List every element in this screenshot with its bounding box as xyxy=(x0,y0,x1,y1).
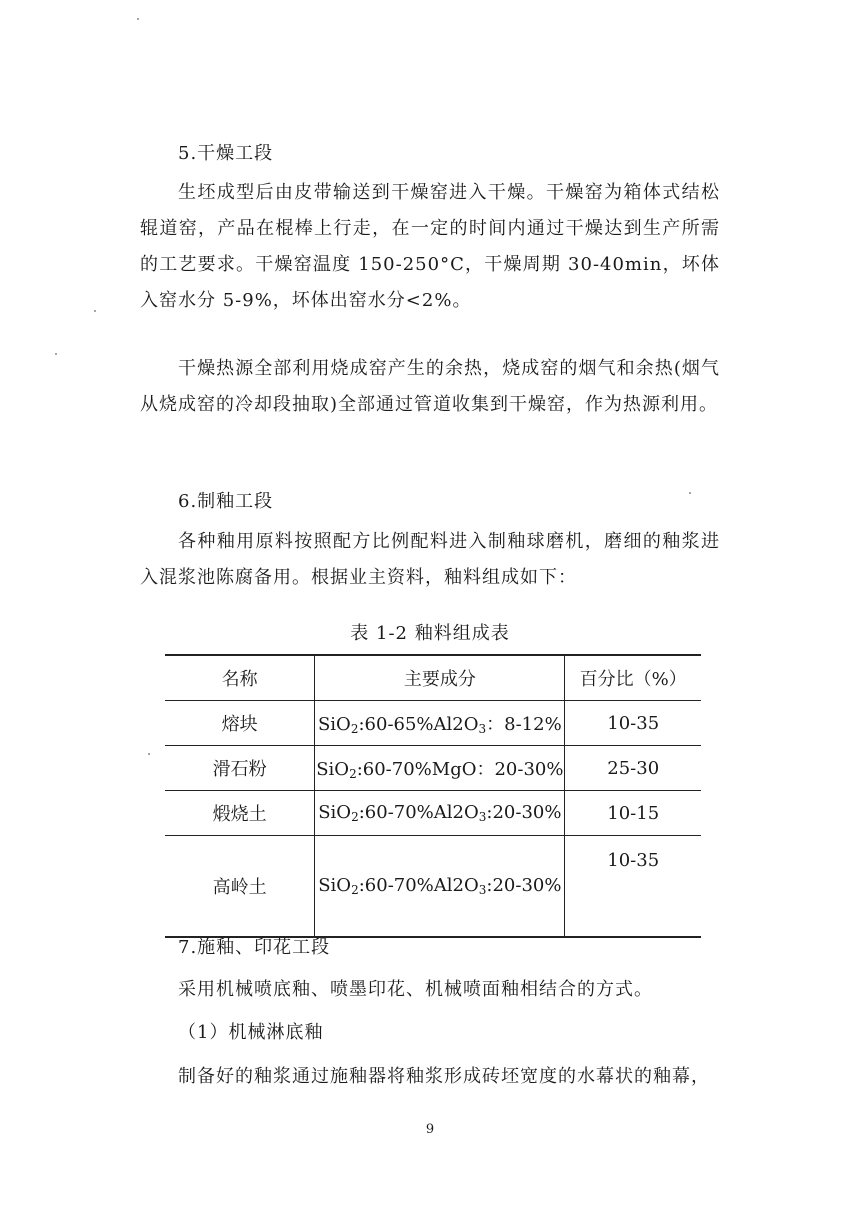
cell-composition: $SiO_2:60-70\%Al2O_3:20-30\%$ xyxy=(315,836,565,938)
scan-speck xyxy=(148,753,150,755)
cell-name: 滑石粉 xyxy=(165,746,315,791)
scan-speck xyxy=(94,310,96,312)
glaze-composition-table xyxy=(165,654,701,938)
table-header-row xyxy=(165,655,701,701)
header-name: 名称 xyxy=(165,655,315,701)
scan-speck xyxy=(55,353,57,355)
table-row xyxy=(165,746,701,791)
section-7-sub-heading: （1）机械淋底釉 xyxy=(178,1022,324,1043)
cell-name: 煅烧土 xyxy=(165,791,315,836)
table-row xyxy=(165,836,701,938)
table-row xyxy=(165,791,701,836)
section-5-paragraph-1: 生坯成型后由皮带输送到干燥窑进入干燥。干燥窑为箱体式结松辊道窑，产品在棍棒上行走，在一定的时间内通过干燥达到生产所需的工艺要求。干燥窑温度 150-250°C，干燥周期 30-40min，坏体入窑水分 5-9%，坏体出窑水分<2%。 xyxy=(140,182,720,311)
section-7-heading: 7.施釉、印花工段 xyxy=(178,937,331,958)
cell-name: 高岭土 xyxy=(165,836,315,938)
page-number: 9 xyxy=(425,1122,435,1137)
cell-percent: 10-15 xyxy=(565,791,701,836)
table-row xyxy=(165,701,701,746)
cell-percent: 10-35 xyxy=(565,701,701,746)
cell-composition: $SiO_2:60-65\%Al2O_3$：8-12% xyxy=(315,701,565,746)
scan-speck xyxy=(689,492,691,494)
cell-percent: 25-30 xyxy=(565,746,701,791)
section-6-paragraph-1: 各种釉用原料按照配方比例配料进入制釉球磨机，磨细的釉浆进入混浆池陈腐备用。根据业主资料，釉料组成如下： xyxy=(140,531,720,588)
cell-composition: SiO$_2$:60-70%MgO：20-30% xyxy=(315,746,565,791)
section-6-heading: 6.制釉工段 xyxy=(178,491,274,512)
cell-name: 熔块 xyxy=(165,701,315,746)
section-7-line-1: 采用机械喷底釉、喷墨印花、机械喷面釉相结合的方式。 xyxy=(178,979,653,1000)
table-caption: 表 1-2 釉料组成表 xyxy=(350,623,510,644)
header-composition: 主要成分 xyxy=(315,655,565,701)
header-percent: 百分比（%） xyxy=(565,655,701,701)
scan-speck xyxy=(137,18,139,20)
section-5-paragraph-2: 干燥热源全部利用烧成窑产生的余热，烧成窑的烟气和余热(烟气从烧成窑的冷却段抽取)全部通过管道收集到干燥窑，作为热源利用。 xyxy=(140,358,720,415)
section-5-heading: 5.干燥工段 xyxy=(178,143,274,164)
section-7-line-2: 制备好的釉浆通过施釉器将釉浆形成砖坯宽度的水幕状的釉幕， xyxy=(178,1066,710,1087)
cell-composition: $SiO_2:60-70\%Al2O_3:20-30\%$ xyxy=(315,791,565,836)
cell-percent: 10-35 xyxy=(565,836,701,938)
